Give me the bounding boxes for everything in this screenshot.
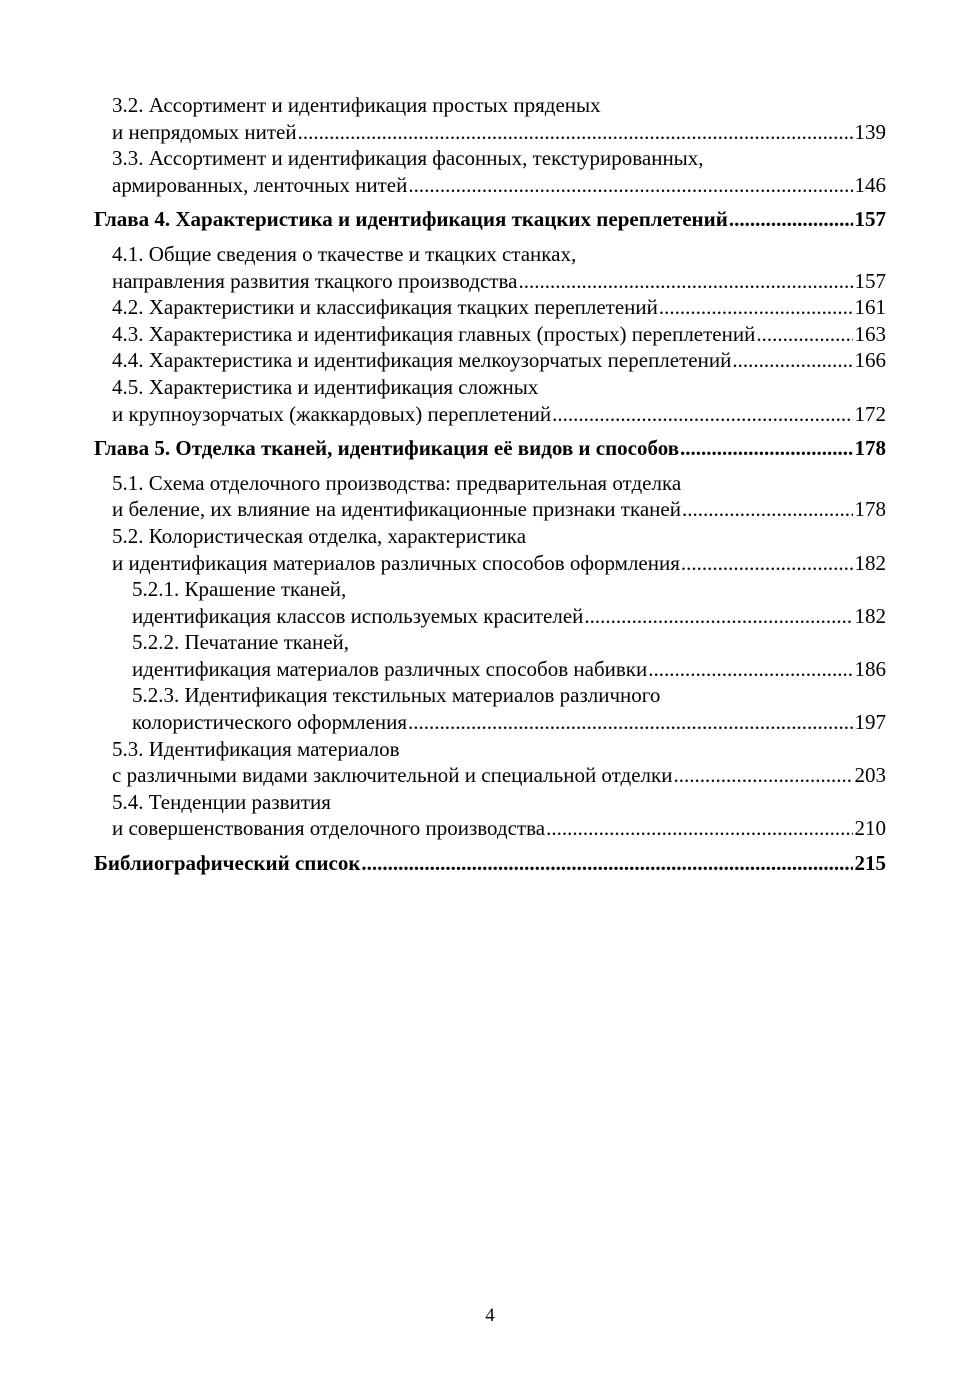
toc-entry-title-line: 4.5. Характеристика и идентификация сложных: [112, 374, 539, 399]
toc-subsubsection-entry: [94, 629, 886, 682]
toc-chapter-entry: [94, 435, 886, 462]
dot-leader: [546, 815, 852, 842]
toc-page-number: 161: [854, 295, 886, 320]
toc-chapter-entry: [94, 850, 886, 877]
toc-entry-title: и идентификация материалов различных способов оформления: [112, 550, 680, 575]
toc-page-number: 203: [854, 763, 886, 788]
toc-entry-title-line: 4.1. Общие сведения о ткачестве и ткацких станках,: [112, 241, 577, 266]
toc-entry-title: Глава 4. Характеристика и идентификация ткацких переплетений: [94, 207, 728, 232]
dot-leader: [659, 294, 853, 321]
toc-section-entry: [94, 145, 886, 198]
dot-leader: [584, 603, 852, 630]
toc-entry-title: и непрядомых нитей: [112, 119, 297, 144]
toc-entry-title-line: 5.2. Колористическая отделка, характеристика: [112, 523, 527, 548]
dot-leader: [408, 709, 852, 736]
dot-leader: [756, 321, 852, 348]
dot-leader: [732, 347, 852, 374]
toc-section-entry: [94, 321, 886, 348]
dot-leader: [298, 119, 853, 146]
toc-entry-line: [94, 435, 886, 462]
toc-page-number: 157: [854, 268, 886, 293]
toc-entry-line: [112, 762, 886, 789]
dot-leader: [680, 435, 852, 462]
toc-subsubsection-entry: [94, 576, 886, 629]
toc-entry-title-line: 5.3. Идентификация материалов: [112, 736, 400, 761]
toc-entry-title-line: 5.4. Тенденции развития: [112, 789, 331, 814]
toc-section-entry: [94, 347, 886, 374]
toc-section-entry: [94, 470, 886, 523]
page-number: 4: [485, 1305, 495, 1326]
toc-page-number: 139: [854, 119, 886, 144]
toc-entry-title: Библиографический список: [94, 851, 361, 876]
toc-entry-title: Глава 5. Отделка тканей, идентификация её видов и способов: [94, 436, 680, 461]
toc-entry-line: [112, 815, 886, 842]
dot-leader: [681, 550, 853, 577]
toc-page-number: 146: [854, 172, 886, 197]
toc-entry-line: [112, 401, 886, 428]
toc-entry-title: 4.3. Характеристика и идентификация главных (простых) переплетений: [112, 321, 756, 346]
toc-entry-line: [112, 172, 886, 199]
toc-entry-line: [112, 496, 886, 523]
toc-entry-title: идентификация материалов различных способов набивки: [132, 656, 648, 681]
toc-entry-line: [132, 709, 886, 736]
toc-entry-line: [94, 850, 886, 877]
toc-section-entry: [94, 736, 886, 789]
toc-section-entry: [94, 374, 886, 427]
toc-page-number: 186: [854, 656, 886, 681]
toc-entry-line: [112, 321, 886, 348]
toc-entry-title: и беление, их влияние на идентификационные признаки тканей: [112, 497, 681, 522]
toc-entry-title: идентификация классов используемых красителей: [132, 603, 584, 628]
dot-leader: [552, 401, 852, 428]
dot-leader: [361, 850, 852, 877]
toc-page-number: 197: [854, 710, 886, 735]
toc-entry-line: [112, 294, 886, 321]
toc-entry-title: 4.4. Характеристика и идентификация мелкоузорчатых переплетений: [112, 348, 732, 373]
toc-entry-line: [112, 550, 886, 577]
toc-entry-title: колористического оформления: [132, 710, 408, 735]
toc-page-number: 172: [854, 401, 886, 426]
toc-entry-title-line: 5.2.2. Печатание тканей,: [132, 630, 350, 655]
toc-chapter-entry: [94, 206, 886, 233]
toc-page-number: 182: [854, 603, 886, 628]
toc-page-number: 178: [854, 436, 886, 461]
toc-entry-title-line: 3.3. Ассортимент и идентификация фасонных, текстурированных,: [112, 146, 704, 171]
toc-page-number: 210: [854, 816, 886, 841]
toc-entry-line: [112, 268, 886, 295]
toc-entry-line: [132, 656, 886, 683]
toc-section-entry: [94, 523, 886, 576]
toc-entry-title-line: 5.2.1. Крашение тканей,: [132, 577, 347, 602]
dot-leader: [673, 762, 852, 789]
toc-page-number: 157: [854, 207, 886, 232]
toc-entry-title: 4.2. Характеристики и классификация ткацких переплетений: [112, 295, 658, 320]
toc-section-entry: [94, 92, 886, 145]
table-of-contents: [94, 92, 886, 885]
toc-entry-title: армированных, ленточных нитей: [112, 172, 408, 197]
toc-entry-title-line: 5.1. Схема отделочного производства: предварительная отделка: [112, 470, 682, 495]
toc-page-number: 166: [854, 348, 886, 373]
toc-entry-line: [94, 206, 886, 233]
toc-page-number: 163: [854, 321, 886, 346]
dot-leader: [729, 206, 853, 233]
toc-entry-line: [132, 603, 886, 630]
toc-entry-title: и крупноузорчатых (жаккардовых) переплетений: [112, 401, 552, 426]
toc-entry-title: направления развития ткацкого производства: [112, 268, 518, 293]
toc-entry-line: [112, 347, 886, 374]
toc-entry-title: с различными видами заключительной и специальной отделки: [112, 763, 673, 788]
toc-entry-line: [112, 119, 886, 146]
toc-entry-title-line: 5.2.3. Идентификация текстильных материалов различного: [132, 683, 661, 708]
dot-leader: [408, 172, 852, 199]
toc-entry-title: и совершенствования отделочного производства: [112, 816, 546, 841]
toc-page-number: 215: [854, 851, 886, 876]
toc-page-number: 178: [854, 497, 886, 522]
dot-leader: [648, 656, 852, 683]
toc-section-entry: [94, 789, 886, 842]
dot-leader: [518, 268, 852, 295]
toc-page-number: 182: [854, 550, 886, 575]
dot-leader: [682, 496, 853, 523]
toc-entry-title-line: 3.2. Ассортимент и идентификация простых пряденых: [112, 93, 601, 117]
toc-section-entry: [94, 241, 886, 294]
toc-section-entry: [94, 294, 886, 321]
toc-subsubsection-entry: [94, 682, 886, 735]
